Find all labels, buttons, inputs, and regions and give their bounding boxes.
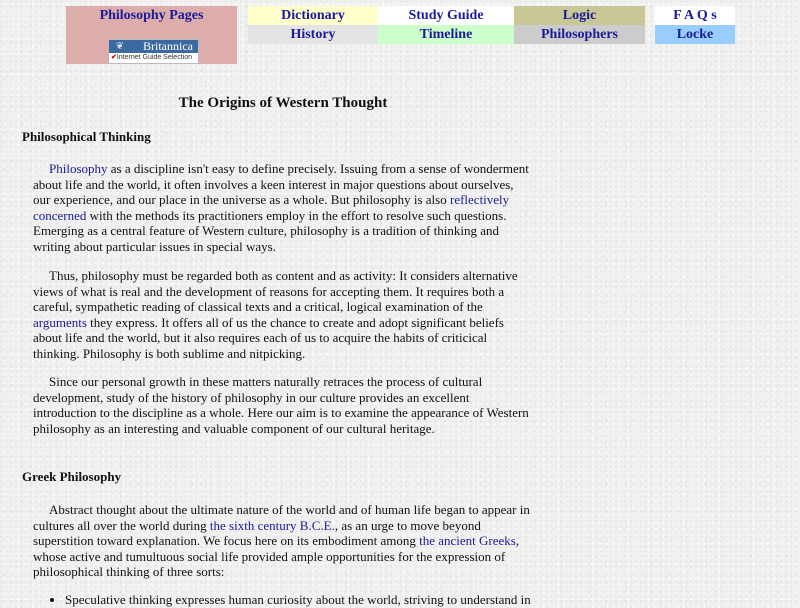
link-philosophy[interactable]: Philosophy — [49, 161, 108, 176]
thistle-icon: ❦ — [115, 41, 124, 52]
list-item-speculative-thinking: • Speculative thinking expresses human curiosity about the world, striving to understand in — [65, 592, 565, 608]
link-arguments[interactable]: arguments — [33, 314, 87, 330]
section-heading-philosophical-thinking: Philosophical Thinking — [22, 129, 151, 144]
nav-dictionary[interactable]: Dictionary — [248, 6, 378, 25]
checkmark-icon: ✔ — [111, 54, 117, 61]
paragraph-2: Thus, philosophy must be regarded both as content and as activity: It considers alternative views of what is real and the development of reasons for accepting them. It requires both a careful, sympathetic reading of classical texts and a critical, logical examination of the arguments they express. It offers all of us the chance to create and adopt significant beliefs about life and the world, but it also requires each of us to acquire the habits of criticical thinking. Philosophy is both sublime and nitpicking. — [33, 268, 518, 361]
navigation-table — [0, 6, 800, 64]
section-heading-greek-philosophy: Greek Philosophy — [22, 469, 122, 484]
britannica-caption: Internet Guide Selection — [116, 54, 192, 61]
philosophy-pages-home-link[interactable]: Philosophy Pages — [99, 8, 204, 23]
philosophy-pages-home-cell — [66, 6, 237, 64]
nav-history[interactable]: History — [248, 25, 378, 44]
paragraph-3: Since our personal growth in these matters naturally retraces the process of cultural development, study of the history of philosophy in our culture provides an excellent introduction to the discipline as a whole. Here our aim is to examine the appearance of Western philosophy as an interesting and valuable component of our cultural heritage. — [33, 374, 529, 436]
nav-study-guide[interactable]: Study Guide — [378, 6, 514, 25]
britannica-banner — [109, 40, 198, 53]
link-reflectively-concerned[interactable]: reflectively concerned — [33, 192, 510, 223]
link-ancient-greeks[interactable]: the ancient Greeks — [419, 533, 516, 549]
nav-locke[interactable]: Locke — [655, 25, 735, 44]
britannica-caption-row — [109, 53, 198, 63]
britannica-badge[interactable] — [108, 39, 199, 64]
paragraph-1: Philosophy as a discipline isn't easy to define precisely. Issuing from a sense of wonderment about life and the world, it often involves a keen interest in major questions about ourselves, our experience, and our place in the universe as a whole. But philosophy is also reflectively concerned with the methods its practitioners employ in the effort to resolve such questions. Emerging as a central feature of Western culture, philosophy is a tradition of thinking and writing about particular issues in special ways. — [33, 161, 529, 254]
nav-philosophers[interactable]: Philosophers — [514, 25, 645, 44]
nav-logic[interactable]: Logic — [514, 6, 645, 25]
link-sixth-century-bce[interactable]: the sixth century B.C.E. — [209, 517, 335, 533]
nav-timeline[interactable]: Timeline — [378, 25, 514, 44]
britannica-brand: Britannica — [143, 39, 193, 53]
nav-faqs[interactable]: F A Q s — [655, 6, 735, 25]
page-title: The Origins of Western Thought — [178, 95, 388, 111]
paragraph-greek-1: Abstract thought about the ultimate nature of the world and of human life began to appear in cultures all over the world during the sixth century B.C.E., as an urge to move beyond superstition toward explanation. We focus here on its embodiment among the ancient Greeks, whose active and tumultuous social life provided ample opportunities for the expression of philosophical thinking of three sorts: — [33, 502, 530, 580]
